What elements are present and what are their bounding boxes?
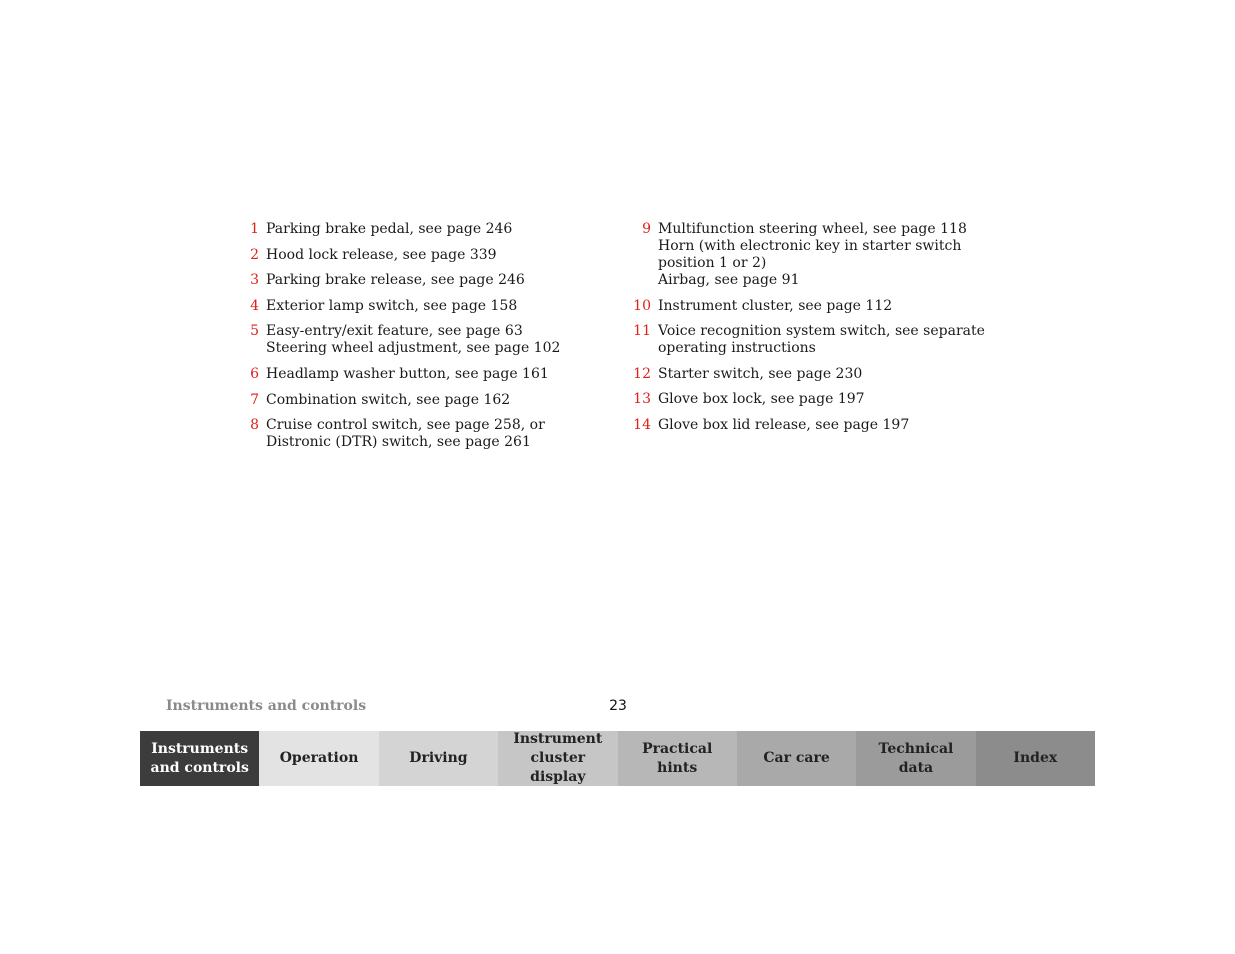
legend-item-text [658, 391, 865, 408]
legend-item [632, 221, 992, 289]
legend-item [240, 221, 600, 238]
legend-item-line: Voice recognition system switch, see separate [658, 323, 985, 340]
legend-item-text [266, 366, 549, 383]
tab-label: Index [1013, 750, 1058, 766]
legend-item [632, 391, 992, 408]
tab-instrument-cluster-display[interactable] [498, 731, 617, 786]
legend-item-number: 12 [633, 365, 651, 382]
tab-technical-data[interactable] [856, 731, 975, 786]
legend-item-number: 5 [250, 323, 259, 340]
tab-label: Operation [279, 750, 359, 766]
legend-item-text [266, 323, 560, 357]
tab-driving[interactable] [379, 731, 498, 786]
legend-item-text [266, 221, 512, 238]
legend-item-line: position 1 or 2) [658, 255, 767, 271]
legend-item [632, 323, 992, 357]
legend-item-number: 7 [250, 391, 259, 408]
legend-item-number: 14 [633, 416, 651, 433]
legend-item-text [266, 247, 497, 264]
tab-instruments-and-controls[interactable] [140, 731, 259, 786]
legend-item-number: 4 [250, 297, 259, 314]
page-number: 23 [609, 698, 627, 714]
tab-label: Practical hints [642, 740, 713, 776]
tab-index[interactable] [976, 731, 1095, 786]
tab-car-care[interactable] [737, 731, 856, 786]
legend-item [632, 417, 992, 434]
legend-item-line: Distronic (DTR) switch, see page 261 [266, 434, 531, 451]
legend-item-number: 8 [250, 417, 259, 434]
legend-item-number: 13 [633, 391, 651, 408]
legend-item-line: Steering wheel adjustment, see page 102 [266, 340, 561, 357]
legend-item-text [266, 417, 545, 451]
legend-item-line: Parking brake release, see page 246 [266, 272, 525, 289]
legend-item-text [266, 272, 525, 289]
legend-item-text [658, 417, 909, 434]
legend-item-text [658, 366, 862, 383]
legend-item-line: Horn (with electronic key in starter switch [658, 238, 962, 254]
legend-item-number: 2 [250, 246, 259, 263]
legend-item-line: Headlamp washer button, see page 161 [266, 365, 549, 382]
legend-item-number: 1 [250, 221, 259, 237]
legend-item-text [266, 298, 517, 315]
legend-item-line: Combination switch, see page 162 [266, 391, 511, 408]
legend-item [240, 366, 600, 383]
legend-item-number: 6 [250, 365, 259, 382]
legend-item-line: Hood lock release, see page 339 [266, 246, 497, 263]
legend-item [240, 272, 600, 289]
legend-item-number: 9 [642, 221, 651, 237]
legend-item-line: Airbag, see page 91 [658, 272, 800, 288]
legend-item [240, 298, 600, 315]
legend-item-line: Parking brake pedal, see page 246 [266, 221, 513, 237]
tab-label: Technical data [878, 740, 954, 776]
section-title: Instruments and controls [166, 698, 367, 714]
legend-item-text [658, 323, 985, 357]
legend-item-number: 10 [633, 297, 651, 314]
tab-label: Instrument cluster display [513, 731, 603, 785]
tab-practical-hints[interactable] [618, 731, 737, 786]
legend-item [240, 417, 600, 451]
tab-operation[interactable] [259, 731, 378, 786]
legend-item [632, 366, 992, 383]
legend-item-text [266, 392, 510, 409]
legend-item [632, 298, 992, 315]
legend-item-line: Glove box lock, see page 197 [658, 391, 865, 408]
tab-label: Instruments and controls [150, 740, 249, 776]
legend-item-text [658, 298, 892, 315]
legend-item [240, 247, 600, 264]
legend-item-line: Instrument cluster, see page 112 [658, 297, 893, 314]
legend-item-text [658, 221, 967, 289]
legend-item-line: Glove box lid release, see page 197 [658, 416, 910, 433]
legend-item-number: 3 [250, 272, 259, 289]
legend-item-line: Multifunction steering wheel, see page 118 [658, 221, 967, 237]
tab-label: Driving [409, 750, 468, 766]
legend-item-number: 11 [633, 323, 651, 340]
legend-list-right [632, 221, 992, 443]
legend-item-line: operating instructions [658, 340, 816, 357]
legend-list-left [240, 221, 600, 460]
section-nav-bar [140, 731, 1095, 786]
legend-item-line: Starter switch, see page 230 [658, 365, 863, 382]
legend-item [240, 392, 600, 409]
legend-item-line: Exterior lamp switch, see page 158 [266, 297, 518, 314]
legend-item-line: Cruise control switch, see page 258, or [266, 417, 545, 434]
legend-item [240, 323, 600, 357]
legend-item-line: Easy-entry/exit feature, see page 63 [266, 323, 523, 340]
tab-label: Car care [763, 750, 830, 766]
